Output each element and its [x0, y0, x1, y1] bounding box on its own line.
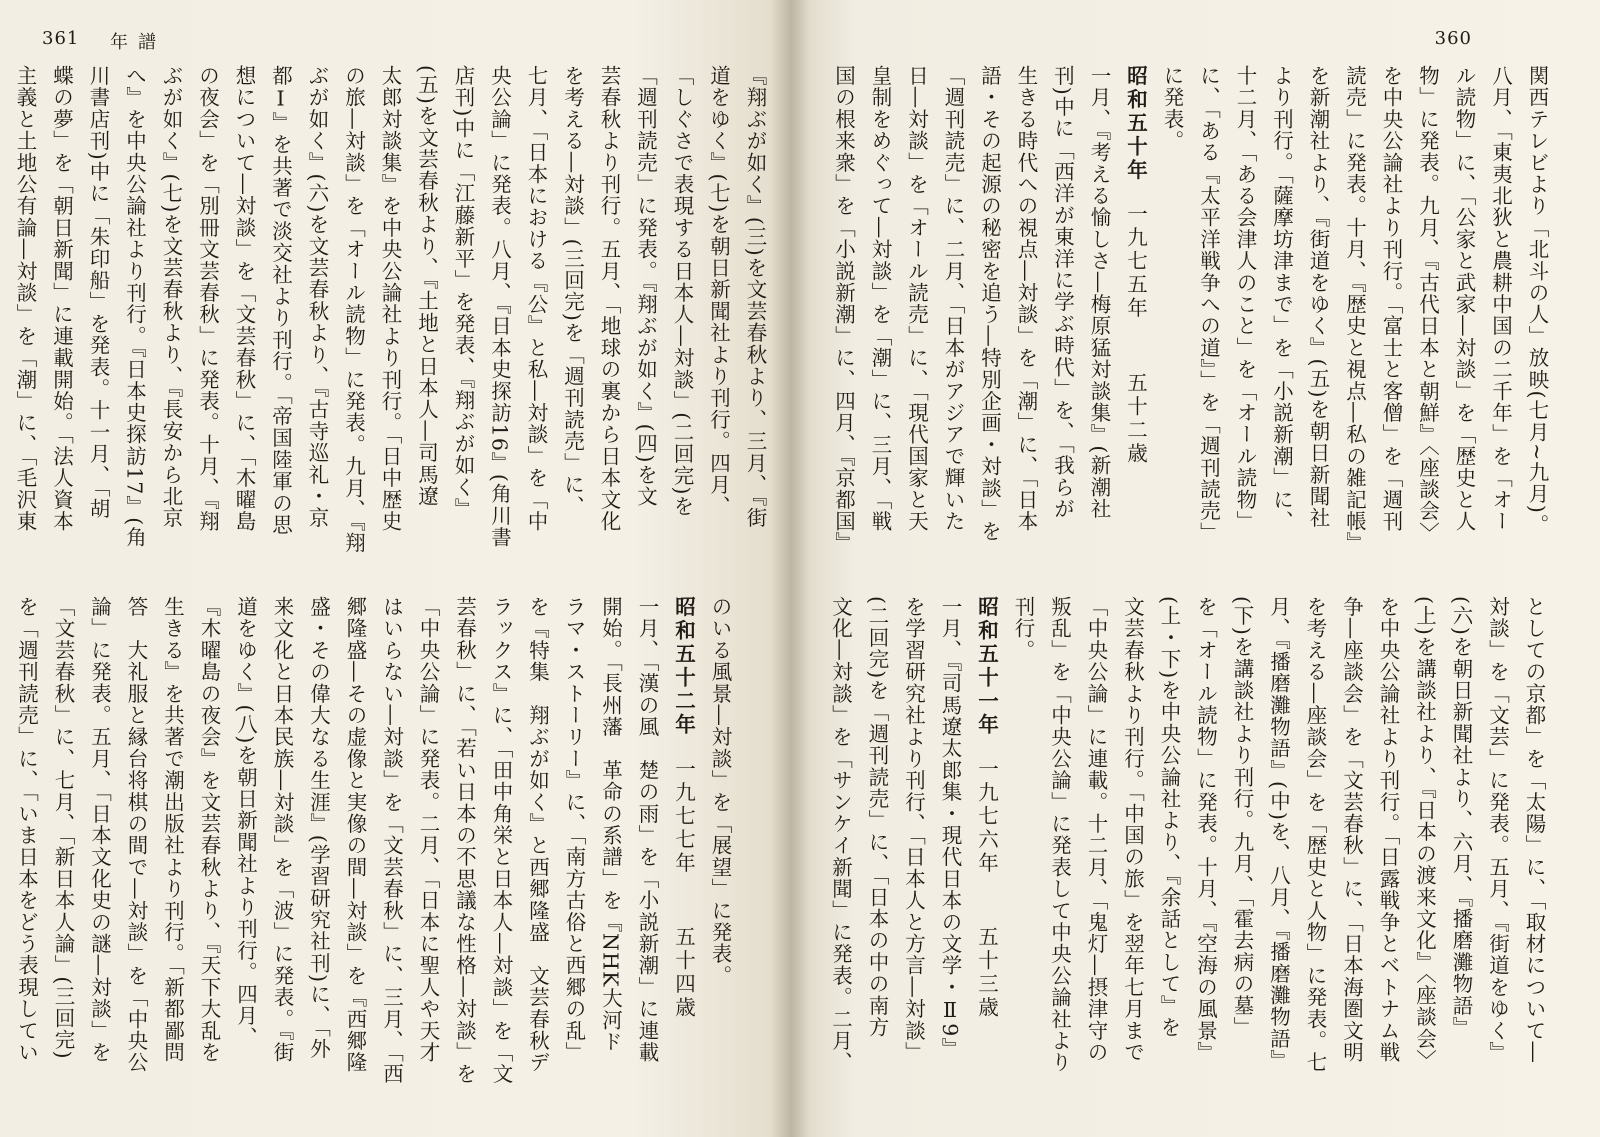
- text-line: 「週刊読売」に、二月、「日本がアジアで輝いた: [941, 65, 965, 533]
- year-heading-era: 昭和五十一年: [974, 596, 999, 737]
- text-line: 生きる』を共著で潮出版社より刊行。「新都鄙問: [160, 596, 185, 1064]
- text-line: を学習研究社より刊行、「日本人と方言―対談」: [901, 596, 926, 1064]
- text-line: 『翔ぶが如く』(三)を文芸春秋より、三月、『街: [743, 65, 767, 529]
- text-line: を「週刊読売」に、「いま日本をどう表現してい: [14, 596, 39, 1064]
- year-heading-western: 一九七七年: [671, 757, 696, 875]
- text-line: 蝶の夢」を「朝日新聞」に連載開始。「法人資本: [49, 65, 74, 533]
- text-line: 芸春秋」に、「若い日本の不思議な性格―対談」を: [452, 596, 477, 1085]
- text-line: の旅―対談」を「オール読物」に発表。九月、『翔: [341, 65, 366, 554]
- text-line: (上・下)を中央公論社より、『余話として』を: [1157, 596, 1181, 1039]
- text-line: 刊行。: [1011, 596, 1035, 662]
- text-line: 川書店刊)中に「朱印船」を発表。十一月、「胡: [86, 65, 110, 520]
- text-line: より刊行。「薩摩坊津まで」を「小説新潮」に、: [1269, 65, 1294, 533]
- year-heading: [1117, 65, 1154, 565]
- left-page-number: 361: [42, 28, 80, 49]
- year-heading-western: 一九七六年: [974, 757, 999, 875]
- text-line: 日―対談」を「オール読売」に、「現代国家と天: [904, 65, 929, 533]
- text-line: 一月、「漢の風 楚の雨」を「小説新潮」に連載: [635, 596, 659, 1064]
- text-line: (上)を講談社より、『日本の渡来文化』〈座談会〉: [1412, 596, 1437, 1072]
- text-line: 八月、「東夷北狄と農耕中国の二千年」を「オー: [1488, 65, 1513, 533]
- year-heading-age: 五十四歳: [671, 926, 696, 1021]
- text-line: (二回完)を「週刊読売」に、「日本の中の南方: [865, 596, 889, 1039]
- text-line: 読売」に発表。十月、『歴史と視点―私の雑記帳』: [1342, 65, 1367, 554]
- text-line: 都Ⅰ』を共著で淡交社より刊行。「帝国陸軍の思: [268, 65, 293, 536]
- text-line: 十二月、「ある会津人のこと」を「オール読物」: [1233, 65, 1257, 533]
- text-line: を考える―座談会」を「歴史と人物」に発表。七: [1303, 596, 1327, 1074]
- left-bottom-column: [14, 596, 738, 1106]
- text-line: を「オール読物」に発表。十月、『空海の風景』: [1193, 596, 1218, 1064]
- text-line: 生きる時代への視点―対談」を「潮」に、「日本: [1014, 65, 1038, 533]
- text-line: に、「ある『太平洋戦争への道』」を「週刊読売」: [1196, 65, 1221, 544]
- left-top-column: [13, 65, 773, 559]
- text-line: 一月、『司馬遼太郎集・現代日本の文学・Ⅱ9』: [938, 596, 962, 1060]
- text-line: 太郎対談集』を中央公論社より刊行。「日中歴史: [378, 65, 402, 533]
- text-line: を考える―対談」(三回完)を「週刊読売」に、: [560, 65, 585, 518]
- text-line: 道をゆく』(八)を朝日新聞社より刊行。四月、: [233, 596, 258, 1049]
- text-line: 『木曜島の夜会』を文芸春秋より、『天下大乱を: [197, 596, 221, 1064]
- left-running-head: 年譜: [110, 32, 166, 53]
- text-line: 物」に発表。九月、『古代日本と朝鮮』〈座談会〉: [1415, 65, 1440, 544]
- text-line: ラマ・ストーリー』に、「南方古俗と西郷の乱」: [562, 596, 586, 1064]
- text-line: のいる風景―対談」を「展望」に発表。: [708, 596, 732, 987]
- right-page: [790, 0, 1600, 1137]
- text-line: を『特集 翔ぶが如く』と西郷隆盛 文芸春秋デ: [525, 596, 550, 1074]
- text-line: (五)を文芸春秋より、『土地と日本人―司馬遼: [414, 65, 439, 508]
- text-line: 主義と土地公有論―対談」を「潮」に、「毛沢東: [13, 65, 37, 533]
- text-line: 関西テレビより「北斗の人」放映(七月~九月)。: [1525, 65, 1549, 536]
- text-line: 文芸春秋より刊行。「中国の旅」を翌年七月まで: [1120, 596, 1145, 1064]
- text-line: (下)を講談社より刊行。九月、「霍去病の墓」: [1230, 596, 1254, 1039]
- text-line: 一月、『考える愉しさ―梅原猛対談集』(新潮社: [1087, 65, 1111, 520]
- year-heading-era: 昭和五十二年: [671, 596, 696, 737]
- text-line: 文化―対談」を「サンケイ新聞」に発表。二月、: [828, 596, 853, 1074]
- text-line: 「週刊読売」に発表。『翔ぶが如く』(四)を文: [633, 65, 658, 508]
- text-line: 答 大礼服と縁台将棋の間で―対談」を「中央公: [124, 596, 148, 1074]
- text-line: 来文化と日本民族―対談」を「波」に発表。『街: [270, 596, 294, 1064]
- text-line: 郷隆盛―その虚像と実像の間―対談」を『西郷隆: [343, 596, 367, 1074]
- text-line: 七月、「日本における『公』と私―対談」を「中: [524, 65, 548, 533]
- book-gutter: [770, 0, 810, 1137]
- text-line: 「文芸春秋」に、七月、「新日本人論」(三回完): [51, 596, 75, 1060]
- right-top-column: [831, 65, 1555, 565]
- text-line: 皇制をめぐって―対談」を「潮」に、三月、「戦: [868, 65, 892, 533]
- text-line: 想について―対談」を「文芸春秋」に、「木曜島: [232, 65, 256, 533]
- year-heading-era: 昭和五十年: [1123, 65, 1148, 183]
- text-line: 争―座談会」を「文芸春秋」に、「日本海圏文明: [1339, 596, 1364, 1064]
- year-heading-age: 五十三歳: [974, 926, 999, 1021]
- left-page: [0, 0, 790, 1137]
- text-line: 対談」を「文芸」に発表。五月、『街道をゆく』: [1485, 596, 1510, 1064]
- text-line: 月、『播磨灘物語』(中)を、八月、『播磨灘物語』: [1266, 596, 1291, 1072]
- year-heading-age: 五十二歳: [1123, 371, 1148, 466]
- text-line: ぶが如く』(六)を文芸春秋より、『古寺巡礼・京: [305, 65, 329, 529]
- text-line: 「しぐさで表現する日本人―対談」(二回完)を: [670, 65, 694, 518]
- text-line: 国の根来衆」を「小説新潮」に、四月、『京都国』: [831, 65, 856, 554]
- text-line: 道をゆく』(七)を朝日新聞社より刊行。四月、: [706, 65, 731, 518]
- year-heading: [968, 596, 1005, 1106]
- text-line: (六)を朝日新聞社より、六月、『播磨灘物語』: [1449, 596, 1473, 1039]
- text-line: 店刊)中に「江藤新平」を発表、『翔ぶが如く』: [451, 65, 475, 520]
- text-line: 語・その起源の秘密を追う―特別企画・対談」を: [977, 65, 1002, 543]
- text-line: を新潮社より、『街道をゆく』(五)を朝日新聞社: [1306, 65, 1330, 529]
- text-line: としての京都」を「太陽」に、「取材について―: [1522, 596, 1546, 1064]
- right-page-number: 360: [1434, 28, 1472, 49]
- right-bottom-column: [828, 596, 1552, 1106]
- text-line: へ』を中央公論社より刊行。『日本史探訪17』(角: [122, 65, 147, 549]
- text-line: 「中央公論」に発表。二月、「日本に聖人や天才: [416, 596, 440, 1064]
- text-line: の夜会」を「別冊文芸春秋」に発表。十月、『翔: [195, 65, 220, 533]
- text-line: はいらない―対談」を「文芸春秋」に、三月、「西: [379, 596, 404, 1085]
- text-line: 央公論」に発表。八月、『日本史探訪16』(角川書: [487, 65, 512, 549]
- text-line: を中央公論社より刊行。「富士と客僧」を「週刊: [1379, 65, 1403, 533]
- text-line: 論」に発表。五月、「日本文化史の謎―対談」を: [87, 596, 112, 1064]
- text-line: 芸春秋より刊行。五月、「地球の裏から日本文化: [597, 65, 621, 533]
- text-line: ぶが如く』(七)を文芸春秋より、『長安から北京: [159, 65, 183, 529]
- year-heading: [665, 596, 702, 1106]
- text-line: 「中央公論」に連載。十二月、「鬼灯―摂津守の: [1084, 596, 1108, 1064]
- text-line: 刊)中に「西洋が東洋に学ぶ時代」を、「我らが: [1050, 65, 1075, 520]
- text-line: 叛乱」を「中央公論」に発表して中央公論社より: [1047, 596, 1072, 1074]
- text-line: を中央公論社より刊行。「日露戦争とベトナム戦: [1376, 596, 1400, 1064]
- text-line: 開始。「長州藩 革命の系譜」を『NHK大河ド: [598, 596, 623, 1053]
- text-line: ル読物」に、「公家と武家―対談」を「歴史と人: [1452, 65, 1476, 533]
- text-line: 盛・その偉大なる生涯』(学習研究社刊)に、「外: [306, 596, 331, 1060]
- text-line: ラックス』に、「田中角栄と日本人―対談」を「文: [489, 596, 513, 1085]
- text-line: に発表。: [1160, 65, 1184, 152]
- year-heading-western: 一九七五年: [1123, 203, 1148, 321]
